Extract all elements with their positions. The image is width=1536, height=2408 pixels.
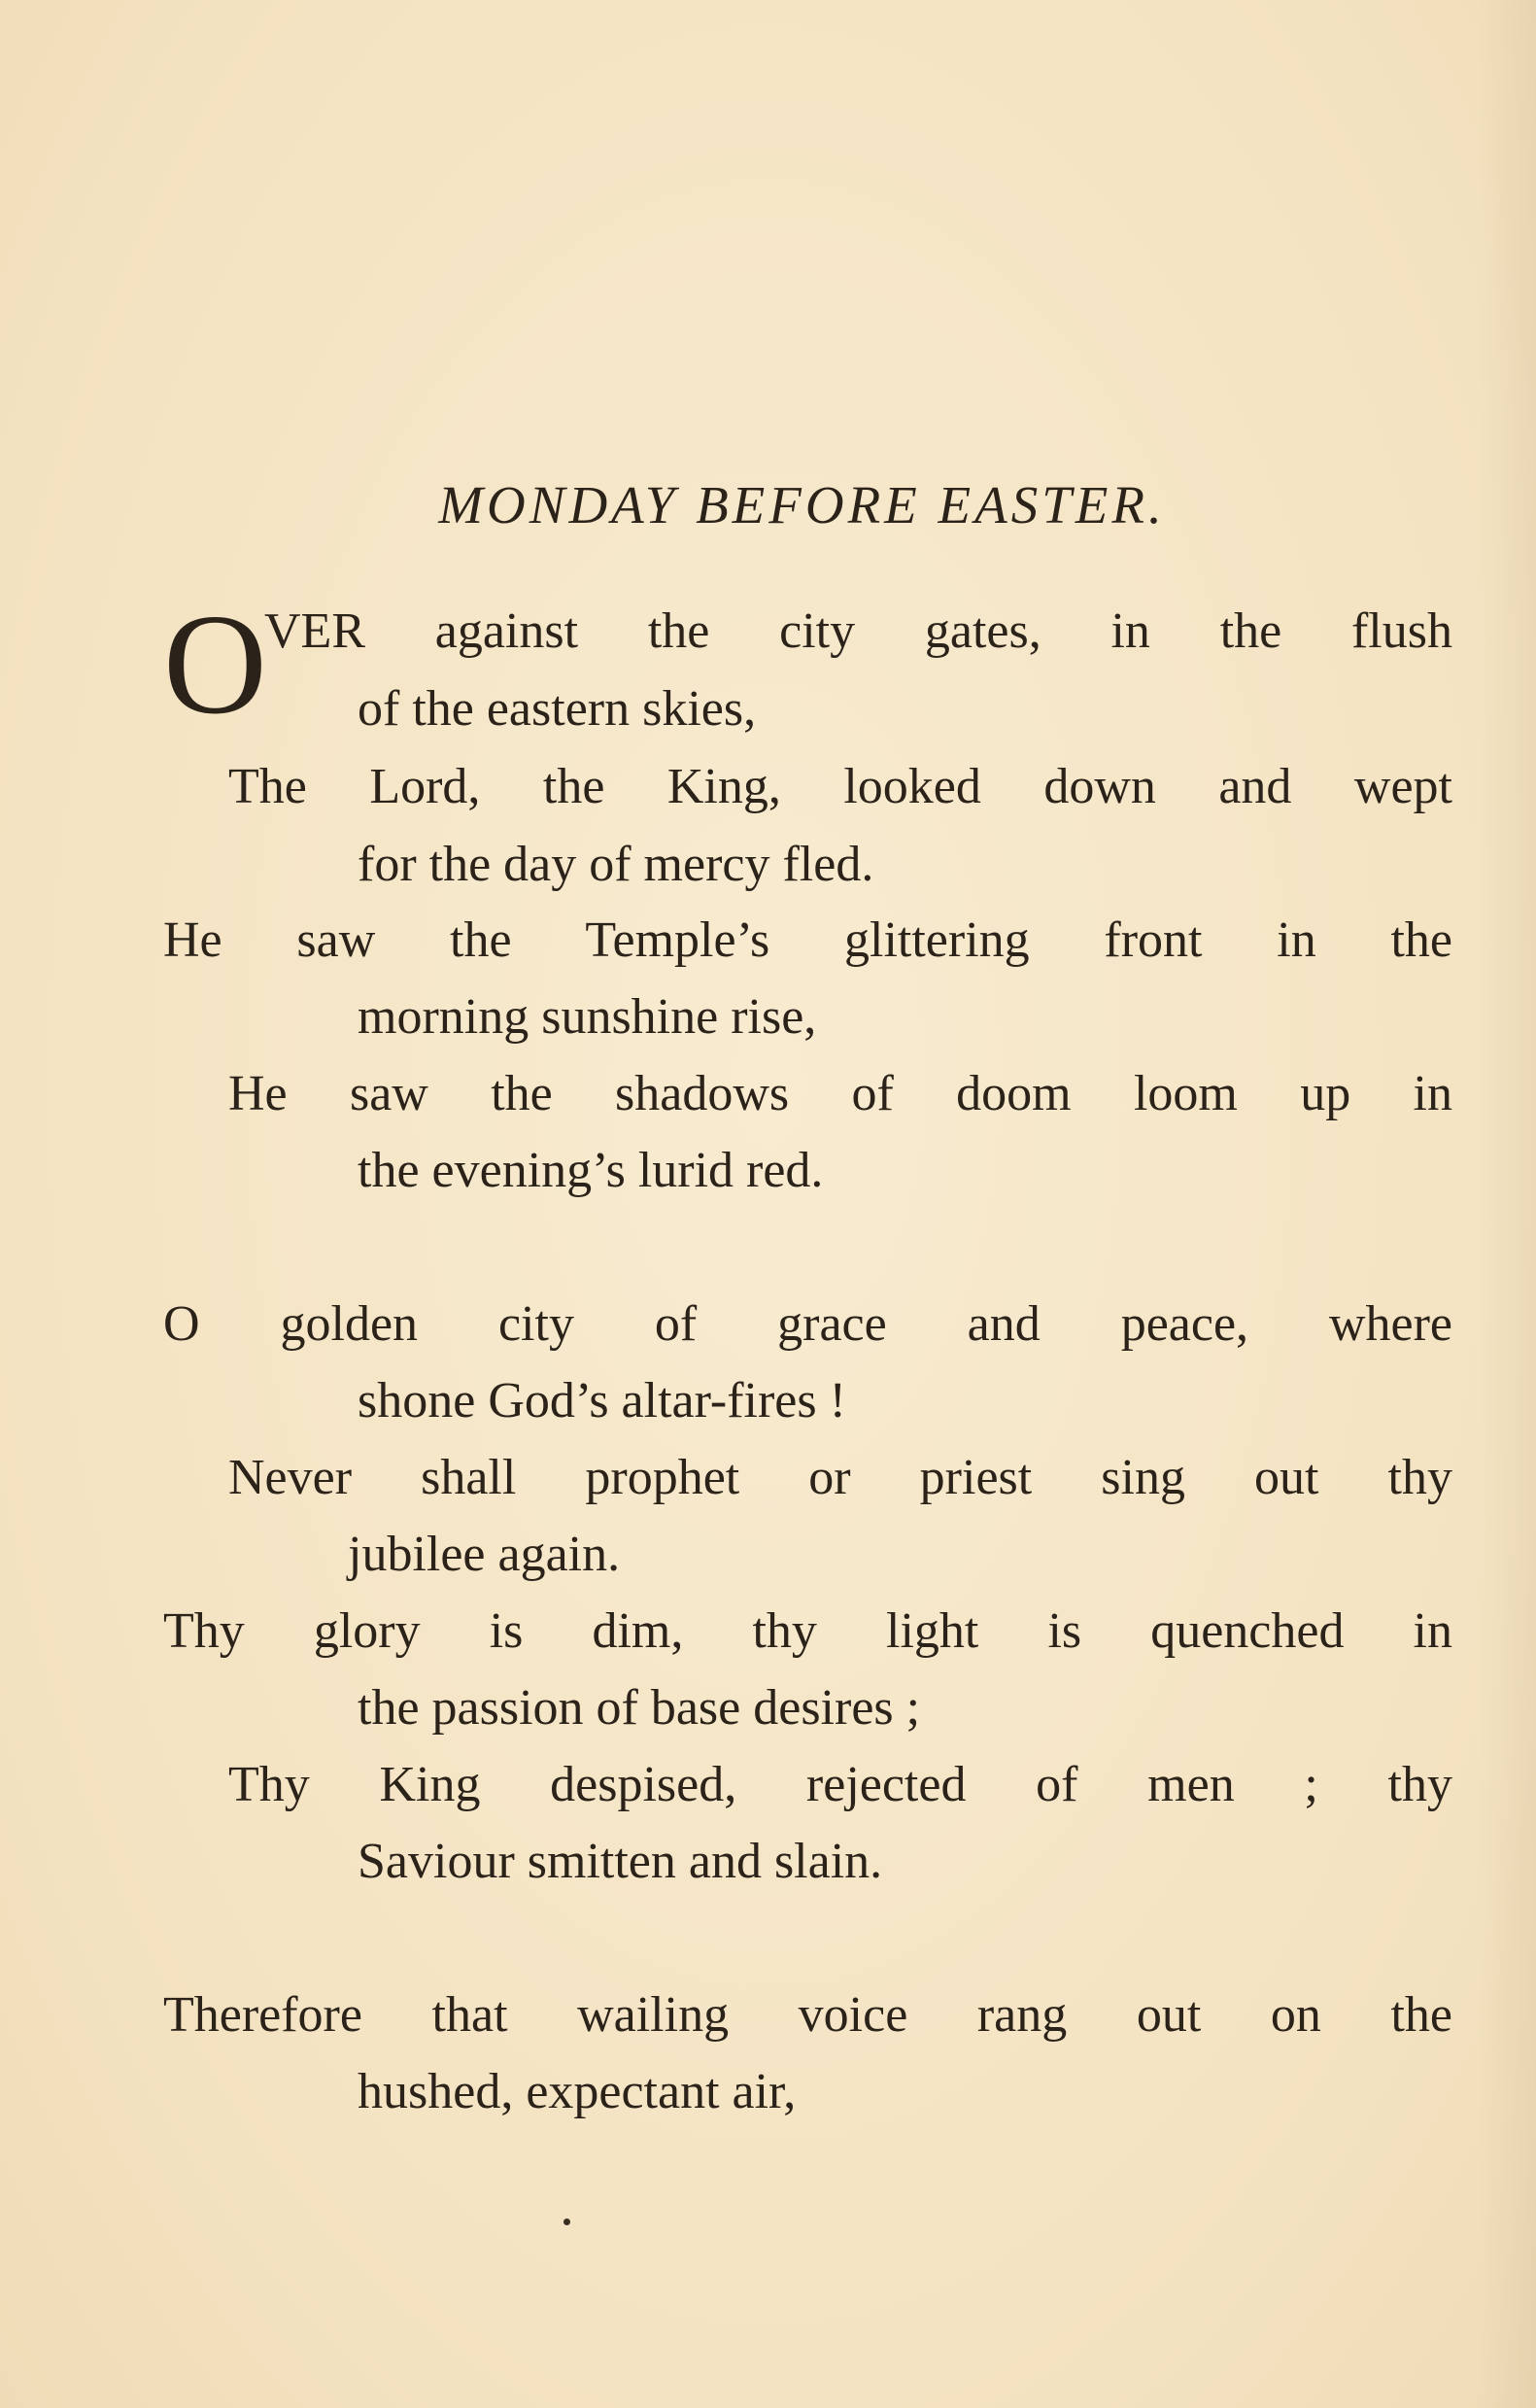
poem-line: Saviour smitten and slain. (358, 1834, 883, 1889)
poem-line: Thy glory is dim, thy light is quenched in (163, 1603, 1452, 1659)
page-edge-shadow (1478, 0, 1536, 2408)
ink-speck (563, 2219, 570, 2225)
poem-line: Thy King despised, rejected of men ; thy (228, 1757, 1452, 1812)
poem-line: shone God’s altar-fires ! (358, 1373, 846, 1428)
poem-line: of the eastern skies, (358, 681, 757, 737)
page-title: MONDAY BEFORE EASTER. (438, 475, 1166, 534)
poem-line: for the day of mercy fled. (358, 837, 874, 892)
poem-line: Therefore that wailing voice rang out on the (163, 1987, 1452, 2043)
poem-line: hushed, expectant air, (358, 2064, 797, 2119)
poem-line: morning sunshine rise, (358, 989, 817, 1045)
poem-line: O golden city of grace and peace, where (163, 1296, 1452, 1352)
poem-line: The Lord, the King, looked down and wept (228, 759, 1452, 814)
poem-line: jubilee again. (348, 1527, 621, 1582)
drop-cap: O (163, 585, 267, 744)
poem-line: He saw the shadows of doom loom up in (228, 1066, 1452, 1121)
poem-line: VER against the city gates, in the flush (264, 603, 1452, 659)
poem-line: the evening’s lurid red. (358, 1143, 824, 1198)
poem-line: He saw the Temple’s glittering front in the (163, 912, 1452, 968)
poem-line: Never shall prophet or priest sing out thy (228, 1450, 1452, 1505)
poem-line: the passion of base desires ; (358, 1680, 921, 1736)
